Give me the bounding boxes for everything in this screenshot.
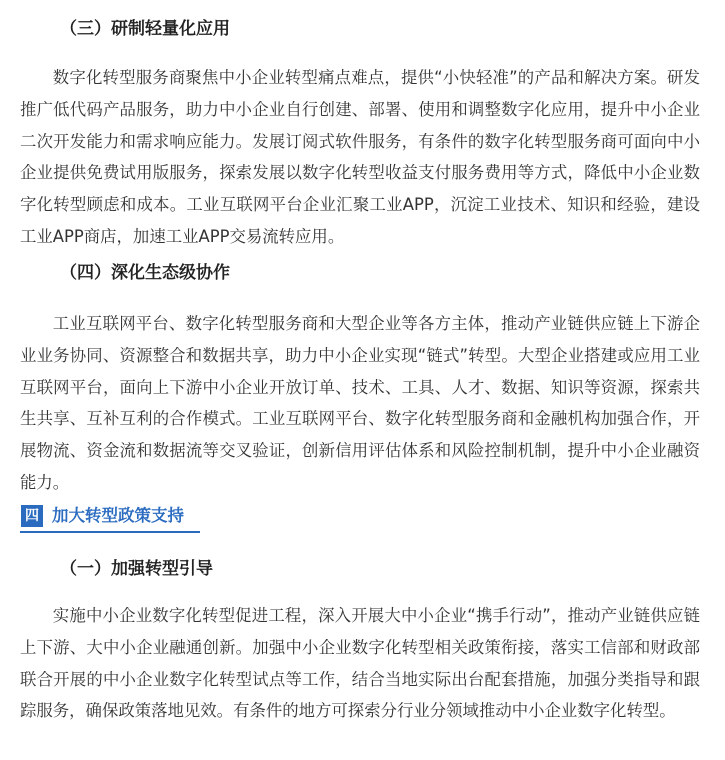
subsection-heading-3: （三）研制轻量化应用 xyxy=(60,19,230,39)
subsection-3-paragraph: 数字化转型服务商聚焦中小企业转型痛点难点，提供“小快轻准”的产品和解决方案。研发推广低代码产品服务，助力中小企业自行创建、部署、使用和调整数字化应用，提升中小企业二次开发能力和需求响应能力。发展订阅式软件服务，有条件的数字化转型服务商可面向中小企业提供免费试用版服务，探索发展以数字化转型收益支付服务费用等方式，降低中小企业数字化转型顾虑和成本。工业互联网平台企业汇聚工业APP，沉淀工业技术、知识和经验，建设工业APP商店，加速工业APP交易流转应用。 xyxy=(20,68,700,246)
subsection-heading-1: （一）加强转型引导 xyxy=(60,559,213,579)
section-heading xyxy=(20,503,200,533)
section-title: 加大转型政策支持 xyxy=(52,506,184,525)
section-number-badge: 四 xyxy=(21,505,43,527)
subsection-1-paragraph: 实施中小企业数字化转型促进工程，深入开展大中小企业“携手行动”，推动产业链供应链上下游、大中小企业融通创新。加强中小企业数字化转型相关政策衔接，落实工信部和财政部联合开展的中小企业数字化转型试点等工作，结合当地实际出台配套措施，加强分类指导和跟踪服务，确保政策落地见效。有条件的地方可探索分行业分领域推动中小企业数字化转型。 xyxy=(20,606,700,721)
subsection-heading-4: （四）深化生态级协作 xyxy=(60,263,230,283)
subsection-4-paragraph: 工业互联网平台、数字化转型服务商和大型企业等各方主体，推动产业链供应链上下游企业业务协同、资源整合和数据共享，助力中小企业实现“链式”转型。大型企业搭建或应用工业互联网平台，面向上下游中小企业开放订单、技术、工具、人才、数据、知识等资源，探索共生共享、互补互利的合作模式。工业互联网平台、数字化转型服务商和金融机构加强合作，开展物流、资金流和数据流等交叉验证，创新信用评估体系和风险控制机制，提升中小企业融资能力。 xyxy=(20,314,700,492)
